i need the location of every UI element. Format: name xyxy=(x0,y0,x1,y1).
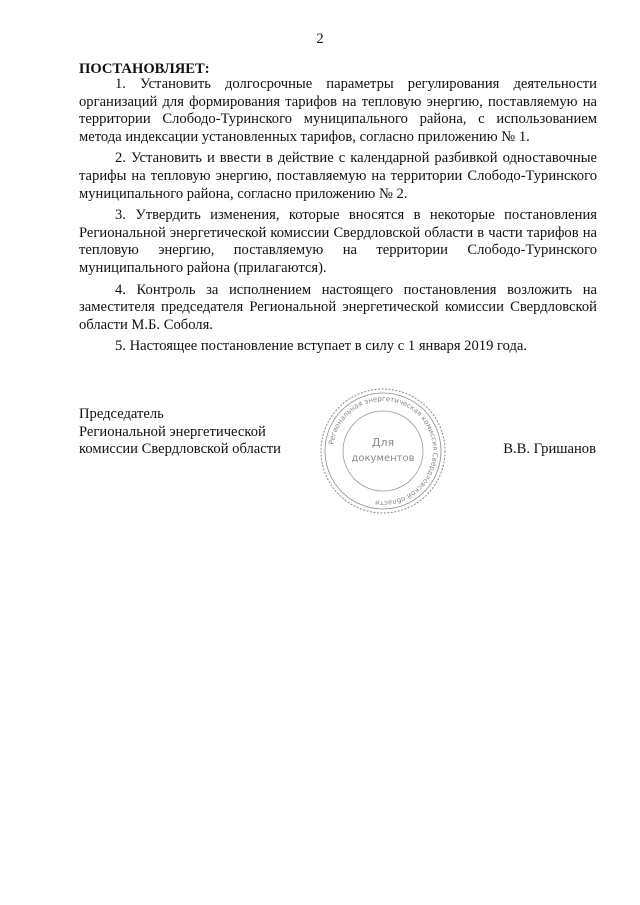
stamp-ring-text: Региональная энергетическая комиссия Свердловской области xyxy=(327,394,440,508)
paragraph-2: 2. Установить и ввести в действие с календарной разбивкой одноставочные тарифы на тепловую энергию, поставляемую на территории Слободо-Туринского муниципального района, согласно приложению № 2. xyxy=(79,150,597,202)
stamp-outer-ring xyxy=(321,389,445,513)
resolution-body xyxy=(79,76,597,356)
signatory-title-line-2: Региональной энергетической xyxy=(79,423,266,440)
signatory-title-line-3: комиссии Свердловской области xyxy=(79,441,281,458)
signatory-title xyxy=(79,406,281,459)
paragraph-1: 1. Установить долгосрочные параметры регулирования деятельности организаций для формирования тарифов на тепловую энергию, поставляемую на территории Слободо-Туринского муниципального района, с использованием метода индексации установленных тарифов, согласно приложению № 1. xyxy=(79,76,597,145)
paragraph-4: 4. Контроль за исполнением настоящего постановления возложить на заместителя председателя Региональной энергетической комиссии Свердловской области М.Б. Соболя. xyxy=(79,281,597,333)
page-number: 2 xyxy=(316,31,324,47)
stamp-center-text-line-1: Для xyxy=(371,436,395,449)
stamp-center-text-line-2: документов xyxy=(351,453,415,464)
signatory-name: В.В. Гришанов xyxy=(503,441,596,457)
stamp-inner-ring xyxy=(343,411,423,491)
paragraph-3: 3. Утвердить изменения, которые вносятся в некоторые постановления Региональной энергетической комиссии Свердловской области в части тарифов на тепловую энергию, поставляемую на территории Слободо-Туринского муниципального района (прилагаются). xyxy=(79,207,597,276)
signatory-title-line-1: Председатель xyxy=(79,406,164,422)
paragraph-5: 5. Настоящее постановление вступает в силу с 1 января 2019 года. xyxy=(115,338,528,355)
official-stamp xyxy=(316,384,450,518)
stamp-middle-ring xyxy=(325,393,441,509)
resolution-heading: ПОСТАНОВЛЯЕТ: xyxy=(79,61,210,77)
